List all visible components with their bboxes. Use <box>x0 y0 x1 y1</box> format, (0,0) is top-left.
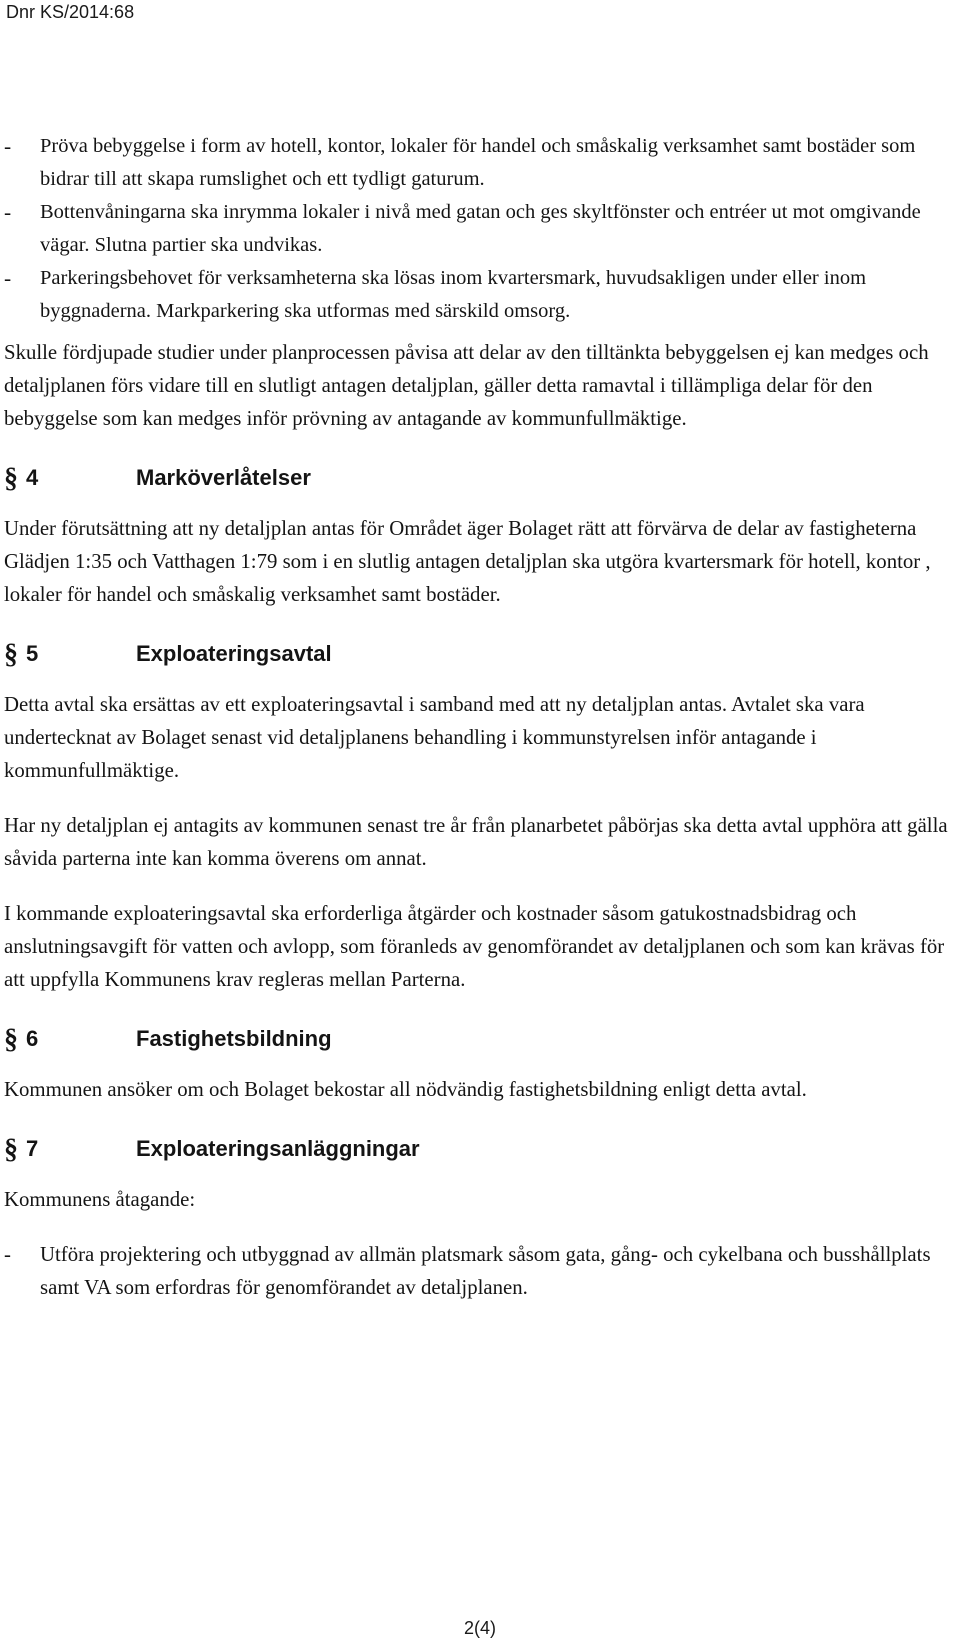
svg-text:§: § <box>4 462 18 493</box>
section-title: Exploateringsavtal <box>136 641 332 666</box>
section-paragraph: Under förutsättning att ny detaljplan antas för Området äger Bolaget rätt att förvärva de delar av fastigheterna Glädjen 1:35 och Vatthagen 1:79 som i en slutlig antagen detaljplan ska utgöra kvartersmark för hotell, kontor , lokaler för handel och småskalig verksamhet samt bostäder. <box>4 517 931 606</box>
bullet-item <box>4 1238 956 1304</box>
bullet-text: Bottenvåningarna ska inrymma lokaler i nivå med gatan och ges skyltfönster och entréer ut mot omgivande vägar. Slutna partier ska undvikas. <box>40 201 921 256</box>
section-number: 7 <box>26 1136 39 1161</box>
svg-text:§: § <box>4 638 18 669</box>
bullet-text: Pröva bebyggelse i form av hotell, kontor, lokaler för handel och småskalig verksamhet samt bostäder som bidrar till att skapa rumslighet och ett tydligt gaturum. <box>40 135 916 190</box>
bullet-text: Parkeringsbehovet för verksamheterna ska lösas inom kvartersmark, huvudsakligen under eller inom byggnaderna. Markparkering ska utformas med särskild omsorg. <box>40 267 867 322</box>
section-heading-5 <box>4 637 956 670</box>
section-title: Fastighetsbildning <box>136 1026 332 1051</box>
bullet-item <box>4 130 956 196</box>
bullet-dash: - <box>4 1243 11 1266</box>
bullet-dash: - <box>4 266 12 290</box>
bullet-item <box>4 196 956 262</box>
section-title: Marköverlåtelser <box>136 465 311 490</box>
section-mark-icon <box>4 1024 26 1054</box>
section-number: 4 <box>26 465 39 490</box>
section-title: Exploateringsanläggningar <box>136 1136 420 1161</box>
bullet-text: Utföra projektering och utbyggnad av allmän platsmark såsom gata, gång- och cykelbana och busshållplats samt VA som erfordras för genomförandet av detaljplanen. <box>40 1243 931 1299</box>
section-heading-4 <box>4 461 956 494</box>
section-mark-icon <box>4 639 26 669</box>
section-number: 5 <box>26 641 39 666</box>
intro-paragraph: Skulle fördjupade studier under planprocessen påvisa att delar av den tilltänkta bebyggelsen ej kan medges och detaljplanen förs vidare till en slutligt antagen detaljplan, gäller detta ramavtal i tillämpliga delar för den bebyggelse som kan medges inför prövning av antagande av kommunfullmäktige. <box>4 341 929 430</box>
section-paragraph: I kommande exploateringsavtal ska erforderliga åtgärder och kostnader såsom gatukostnadsbidrag och anslutningsavgift för vatten och avlopp, som föranleds av genomförandet av detaljplanen och som kan krävas för att uppfylla Kommunens krav regleras mellan Parterna. <box>4 902 945 991</box>
section-paragraph: Har ny detaljplan ej antagits av kommunen senast tre år från planarbetet påbörjas ska detta avtal upphöra att gälla såvida parterna inte kan komma överens om annat. <box>4 814 948 870</box>
section-mark-icon <box>4 1134 26 1164</box>
section-heading-7 <box>4 1132 956 1165</box>
svg-text:§: § <box>4 1133 18 1164</box>
svg-text:§: § <box>4 1023 18 1054</box>
section-mark-icon <box>4 463 26 493</box>
section-paragraph: Kommunens åtagande: <box>4 1188 196 1211</box>
document-body <box>4 130 956 1304</box>
bullet-item <box>4 262 956 328</box>
section-paragraph: Detta avtal ska ersättas av ett exploateringsavtal i samband med att ny detaljplan antas. Avtalet ska vara undertecknat av Bolaget senast vid detaljplanens behandling i kommunstyrelsen inför antagande i kommunfullmäktige. <box>4 693 865 782</box>
section-heading-6 <box>4 1022 956 1055</box>
bullet-dash: - <box>4 134 12 158</box>
document-reference: Dnr KS/2014:68 <box>6 2 135 22</box>
section-paragraph: Kommunen ansöker om och Bolaget bekostar all nödvändig fastighetsbildning enligt detta avtal. <box>4 1078 807 1101</box>
page-number: 2(4) <box>463 1618 496 1638</box>
section-number: 6 <box>26 1026 39 1051</box>
bullet-dash: - <box>4 200 12 224</box>
